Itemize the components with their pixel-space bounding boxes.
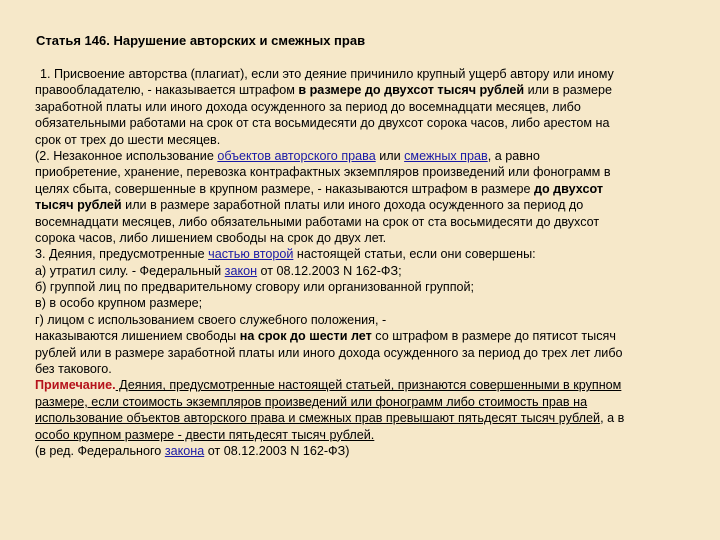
- note-text: использование объектов авторского права и смежных прав превышают пятьдесят тысяч рублей: [35, 411, 601, 426]
- p2-text: , а равно: [487, 148, 540, 163]
- article-title: Статья 146. Нарушение авторских и смежных прав: [36, 33, 366, 48]
- p3-line6: [35, 328, 700, 344]
- p3-line1: [35, 246, 700, 262]
- p3-text: настоящей статьи, если они совершены:: [293, 247, 536, 262]
- p2-text: (2. Незаконное использование: [35, 148, 218, 163]
- link-related-rights[interactable]: смежных прав: [404, 148, 488, 163]
- link-copyright-objects[interactable]: объектов авторского права: [217, 148, 376, 163]
- p1-text: или в размере: [524, 83, 613, 98]
- p3-bold-term: на срок до шести лет: [239, 329, 372, 344]
- p3-line2: [35, 263, 700, 279]
- note-line4: особо крупном размере - двести пятьдесят тысяч рублей.: [35, 427, 375, 442]
- p2-line4: [35, 197, 700, 213]
- note-line3: [35, 410, 700, 426]
- p1-bold-fine: в размере до двухсот тысяч рублей: [298, 83, 525, 98]
- p3-text: а) утратил силу. - Федеральный: [35, 263, 225, 278]
- p3-text: наказываются лишением свободы: [35, 329, 240, 344]
- p2-bold-fine: тысяч рублей: [35, 198, 122, 213]
- p3-line7: рублей или в размере заработной платы или иного дохода осужденного за период до трех лет либо: [35, 345, 623, 360]
- p2-line5: восемнадцати месяцев, либо обязательными работами на срок от ста восьмидесяти до двухсот: [35, 214, 600, 229]
- note-label: Примечание.: [35, 378, 116, 393]
- link-part-two[interactable]: частью второй: [208, 247, 294, 262]
- note-text: Деяния, предусмотренные настоящей статьей, признаются совершенными в крупном: [115, 378, 622, 393]
- p1-line1: 1. Присвоение авторства (плагиат), если это деяние причинило крупный ущерб автору или иному: [40, 67, 614, 81]
- p2-line2: приобретение, хранение, перевозка контрафактных экземпляров произведений или фонограмм в: [35, 165, 611, 180]
- note-line1: [35, 377, 700, 393]
- p2-bold-fine: до двухсот: [533, 181, 603, 196]
- edition-text: от 08.12.2003 N 162-ФЗ): [204, 443, 350, 458]
- note-line2: размере, если стоимость экземпляров произведений или фонограмм либо стоимость прав на: [35, 394, 588, 409]
- p2-text: целях сбыта, совершенные в крупном размере, - наказываются штрафом в размере: [35, 181, 534, 196]
- p3-line4: в) в особо крупном размере;: [35, 296, 203, 311]
- p1-line3: заработной платы или иного дохода осужденного за период до восемнадцати месяцев, либо: [35, 99, 581, 114]
- p1-line5: срок от трех до шести месяцев.: [35, 132, 221, 147]
- p3-text: 3. Деяния, предусмотренные: [35, 247, 209, 262]
- edition-line: [35, 443, 700, 459]
- p2-text: или в размере заработной платы или иного дохода осужденного за период до: [121, 198, 584, 213]
- link-federal-law[interactable]: закона: [164, 443, 205, 458]
- p3-text: от 08.12.2003 N 162-ФЗ;: [257, 263, 402, 278]
- p3-line8: без такового.: [35, 362, 112, 377]
- p2-line1: [35, 148, 700, 164]
- p3-line5: г) лицом с использованием своего служебного положения, -: [35, 312, 387, 327]
- p1-text: правообладателю, - наказывается штрафом: [35, 83, 299, 98]
- p2-line3: [35, 181, 700, 197]
- article-body: [35, 66, 700, 459]
- link-law[interactable]: закон: [224, 263, 258, 278]
- p3-line3: б) группой лиц по предварительному сговору или организованной группой;: [35, 280, 475, 295]
- note-text: , а в: [600, 411, 625, 426]
- p3-text: со штрафом в размере до пятисот тысяч: [371, 329, 616, 344]
- p1-line2: [35, 82, 700, 98]
- p2-line6: сорока часов, либо лишением свободы на срок до двух лет.: [35, 230, 387, 245]
- edition-text: (в ред. Федерального: [35, 443, 165, 458]
- p2-text: или: [375, 148, 405, 163]
- p1-line4: обязательными работами на срок от ста восьмидесяти до двухсот сорока часов, либо арестом на: [35, 116, 610, 131]
